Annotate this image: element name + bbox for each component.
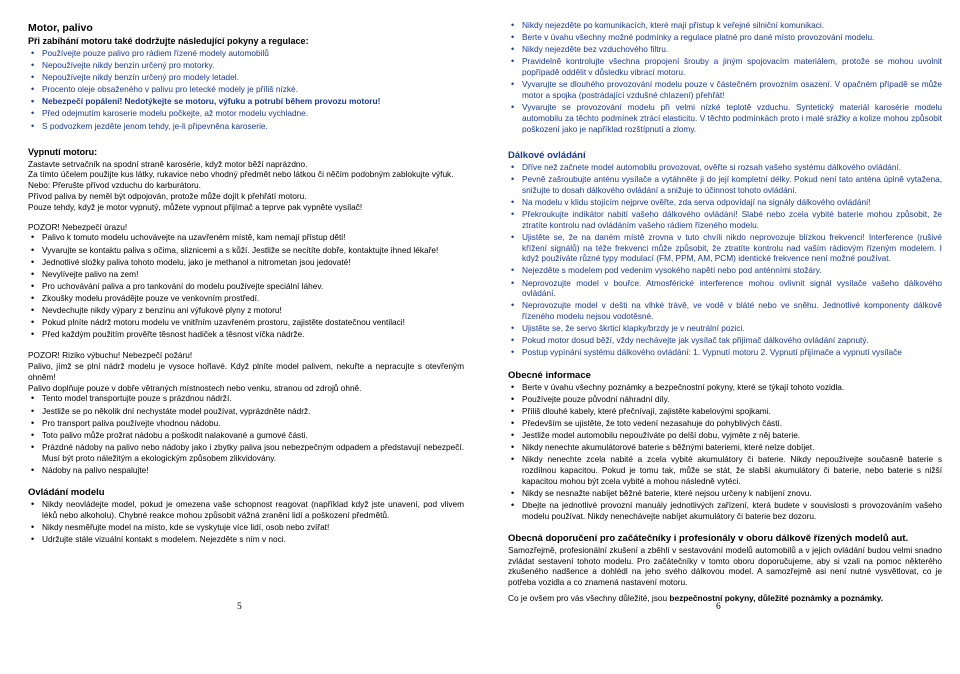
list-item: • Toto palivo může prožrat nádobu a poškodit nalakované a gumové části. (28, 430, 464, 441)
list-item: • Ujistěte se, že na daném místě zrovna v tuto chvíli nikdo neprovozuje blízkou frekvenci! Interference (rušivé křížení signálů) na téže frekvenci může způsobit, že ztratíte kontrolu nad vaším rádiovým řízeným modelem. I když používáte různé typy modulací (FM, PPM, AM, PCM) identické frekvence není možné používat. (508, 232, 942, 264)
fire-list (28, 393, 464, 475)
list-item: • Nikdy nejezděte po komunikacích, které mají přístup k veřejné silniční komunikaci. (508, 20, 942, 31)
list-item: • Tento model transportujte pouze s prázdnou nádrží. (28, 393, 464, 404)
list-item: • Používejte pouze palivo pro rádiem řízené modely automobilů (28, 48, 464, 59)
closing-paragraph (508, 593, 942, 604)
list-item: • Vyvarujte se dlouhého provozování modelu pouze v částečném provozním osazení. V opačném případě se může motor a spojka (postrádající vzdušné chlazení) přehřát! (508, 79, 942, 101)
list-item: • Nepoužívejte nikdy benzín určený pro motorky. (28, 60, 464, 71)
list-item: • Pro transport paliva používejte vhodnou nádobu. (28, 418, 464, 429)
list-item: • Nikdy nesměřujte model na místo, kde se vyskytuje více lidí, osob nebo zvířat! (28, 522, 464, 533)
fuel-list (28, 48, 464, 131)
page-number: 6 (716, 602, 721, 612)
list-item: • Pokud plníte nádrž motoru modelu ve vnitřním uzavřeném prostoru, zajistěte dostatečnou ventilaci! (28, 317, 464, 328)
top-list (508, 20, 942, 134)
list-item: • Na modelu v klidu stojícím nejprve ověřte, zda serva odpovídají na signály dálkového ovládání! (508, 197, 942, 208)
list-item: • Neprovozujte model v bouřce. Atmosférické interference mohou ovlivnit signál vysílače vašeho dálkového ovládání. (508, 278, 942, 300)
paragraph: Přívod paliva by neměl být odpojován, protože může dojít k přehřátí motoru. (28, 191, 307, 202)
list-item: • S podvozkem jezděte jenom tehdy, je-li připevněna karoserie. (28, 121, 464, 132)
list-item: • Nikdy nenechte akumulátorové baterie s běžnými bateriemi, které nelze dobíjet. (508, 442, 942, 453)
list-item: • Nebezpečí popálení! Nedotýkejte se motoru, výfuku a potrubí během provozu motoru! (28, 96, 464, 107)
paragraph: Nebo: Přerušte přívod vzduchu do karburátoru. (28, 180, 201, 191)
paragraph: Samozřejmě, profesionální zkušení a zběhlí v sestavování modelů automobilů a v jejich ovládání budou velmi snadno zvládat sestavení tohoto modelu. Pro začátečníky v tomto oboru doporučujeme, aby si vzali na pomoc některého zkušeného nadšence a dohlédl na jeho svého dálkovou model. A samozřejmě asi není nutné vysvětlovat, co je potřeba vozidla a co znamená nastavení motoru. (508, 544, 942, 588)
list-item: • Pro uchovávání paliva a pro tankování do modelu používejte speciální láhev. (28, 281, 464, 292)
list-item: • Před odejmutím karoserie modelu počkejte, až motor modelu vychladne. (28, 108, 464, 119)
list-item: • Udržujte stále vizuální kontakt s modelem. Nejezděte s ním v noci. (28, 534, 464, 545)
list-item: • Nikdy nenechte zcela nabité a zcela vybité akumulátory či baterie. Nikdy nepoužívejte současně baterie s rozdílnou kapacitou. Pokud je tomu tak, může se stát, že slabší akumulátory či baterie, nebo baterie s nižší kapacitou mohou být zcela vybité a mohou následně vytéci. (508, 454, 942, 486)
remote-list (508, 162, 942, 359)
paragraph: Za tímto účelem použijte kus látky, rukavice nebo vhodný předmět nebo látkou či něčím podobným zablokujte výfuk. (28, 169, 454, 180)
closing-emphasis: bezpečnostní pokyny, důležité poznámky a poznámky. (669, 592, 884, 603)
list-item: • Překroukujte indikátor nabití vašeho dálkového ovládání! Slabé nebo zcela vybité baterie mohou způsobit, že ztratíte kontrolu nad ovládáním vašeho rádiem řízeného modelu. (508, 209, 942, 231)
danger-list (28, 232, 464, 340)
paragraph: Pouze tehdy, když je motor vypnutý, můžete vypnout přijímač a teprve pak vypněte vysílač! (28, 201, 363, 212)
list-item: • Nepoužívejte nikdy benzín určený pro modely letadel. (28, 72, 464, 83)
closing-text: Co je ovšem pro vás všechny důležité, jsou (508, 592, 670, 603)
list-item: • Jestliže model automobilu nepoužíváte po delší dobu, vyjměte z něj baterie. (508, 430, 942, 441)
list-item: • Jestliže se po několik dní nechystáte model používat, vyprázdněte nádrž. (28, 406, 464, 417)
list-item: • Nádoby na palivo nespalujte! (28, 465, 464, 476)
list-item: • Palivo k tomuto modelu uchovávejte na uzavřeném místě, kam nemají přístup děti! (28, 232, 464, 243)
list-item: • Neprovozujte model v dešti na vlhké trávě, ve vodě v bláté nebo ve sněhu. Jednotlivé komponenty dálkově řízeného modelu nejsou vodotěsné. (508, 300, 942, 322)
list-item: • Příliš dlouhé kabely, které přečnívají, zajistěte kabelovými spojkami. (508, 406, 942, 417)
list-item: • Postup vypínání systému dálkového ovládání: 1. Vypnutí motoru 2. Vypnutí přijímače a vypnutí vysílače (508, 347, 942, 358)
info-list (508, 382, 942, 522)
list-item: • Procento oleje obsaženého v palivu pro letecké modely je příliš nízké. (28, 84, 464, 95)
list-item: • Ujistěte se, že servo škrticí klapky/brzdy je v neutrální pozici. (508, 323, 942, 334)
list-item: • Nikdy neovládejte model, pokud je omezena vaše schopnost reagovat (například když jste unavení, pod vlivem léků nebo alkoholu). Chybné reakce mohou způsobit vážná zranění lidí a poškození předmětů. (28, 499, 464, 521)
list-item: • Pokud motor dosud běží, vždy nechávejte jak vysílač tak přijímač dálkového ovládání zapnutý. (508, 335, 942, 346)
list-item: • Vyvarujte se provozování modelu při velmi nízké teplotě vzduchu. Syntetický materiál karosérie modelu automobilu za těchto podmínek ztrácí elasticitu. V těchto podmínkách proto i malé srážky a kolize mohou způsobit poškození jako je například rozštípnutí a zlomy. (508, 102, 942, 134)
list-item: • Zkoušky modelu provádějte pouze ve venkovním prostředí. (28, 293, 464, 304)
paragraph: Palivo doplňuje pouze v dobře větraných místnostech nebo venku, stranou od zdrojů ohně. (28, 382, 362, 393)
list-item: • Pevně zašroubujte anténu vysílače a vytáhněte ji do její kompletní délky. Pokud není tato anténa úplně vytažena, snižujte to dosah dálkového ovládání a snižuje to účinnost tohoto ovládání. (508, 174, 942, 196)
info-heading: Obecné informace (508, 369, 591, 381)
page-number: 5 (237, 602, 242, 612)
list-item: • Nikdy se nesnažte nabíjet běžné baterie, které nejsou určeny k nabíjení znovu. (508, 488, 942, 499)
beginners-heading: Obecná doporučení pro začátečníky i profesionály v oboru dálkově řízených modelů aut. (508, 532, 909, 544)
list-item: • Používejte pouze původní náhradní díly. (508, 394, 942, 405)
paragraph: Palivo, jímž se plní nádrž modelu je vysoce hořlavé. Když plníte model palivem, nekuřte a nepracujte s otevřeným ohněm! (28, 361, 464, 382)
list-item: • Pravidelně kontrolujte všechna propojení šrouby a jiným spojovacím materiálem, protože se mohou uvolnit popřípadě oddělit v důsledku vibrací motoru. (508, 56, 942, 78)
page-right (480, 0, 960, 674)
list-item: • Vyvarujte se kontaktu paliva s očima, sliznicemi a s kůží. Jestliže se necítíte dobře, kontaktujte ihned lékaře! (28, 245, 464, 256)
danger-intro: POZOR! Nebezpečí úrazu! (28, 221, 128, 232)
list-item: • Dříve než začnete model automobilu provozovat, ověřte si rozsah vašeho systému dálkového ovládání. (508, 162, 942, 173)
list-item: • Prázdné nádoby na palivo nebo nádoby jako i zbytky paliva jsou nebezpečným odpadem a představují nebezpečí. Musí být proto náležitým a ekologickým způsobem zlikvidovány. (28, 442, 464, 464)
stop-heading: Vypnutí motoru: (28, 146, 98, 157)
remote-heading: Dálkové ovládání (508, 149, 586, 161)
controls-list (28, 499, 464, 545)
controls-heading: Ovládání modelu (28, 486, 105, 498)
list-item: • Nevylívejte palivo na zem! (28, 269, 464, 280)
list-item: • Berte v úvahu všechny možné podmínky a regulace platné pro dané místo provozování modelu. (508, 32, 942, 43)
list-item: • Před každým použitím prověřte těsnost hadiček a těsnost víčka nádrže. (28, 329, 464, 340)
list-item: • Nikdy nejezděte bez vzduchového filtru. (508, 44, 942, 55)
top-block (508, 20, 942, 358)
paragraph: Zastavte setrvačník na spodní straně karosérie, když motor běží naprázdno. (28, 158, 308, 169)
list-item: • Jednotlivé složky paliva tohoto modelu, jako je methanol a nitrometan jsou jedovaté! (28, 257, 464, 268)
list-item: • Především se ujistěte, že toto vedení nezasahuje do pohyblivých částí. (508, 418, 942, 429)
list-item: • Nevdechujte nikdy výpary z benzínu ani výfukové plyny z motoru! (28, 305, 464, 316)
list-item: • Berte v úvahu všechny poznámky a bezpečnostní pokyny, které se týkají tohoto vozidla. (508, 382, 942, 393)
fire-intro: POZOR! Riziko výbuchu! Nebezpečí požáru! (28, 350, 193, 361)
fuel-heading: Při zabíhání motoru také dodržujte následující pokyny a regulace: (28, 36, 309, 46)
section-title-motor: Motor, palivo (28, 22, 93, 34)
fuel-block (28, 48, 464, 131)
list-item: • Dbejte na jednotlivé provozní manuály jednotlivých zařízení, která budete v souvislosti s provozováním vašeho modelu používat. Nikdy nenechávejte nabíjet akumulátory či baterie bez dozoru. (508, 500, 942, 522)
list-item: • Nejezděte s modelem pod vedením vysokého napětí nebo pod anténními stožáry. (508, 265, 942, 276)
